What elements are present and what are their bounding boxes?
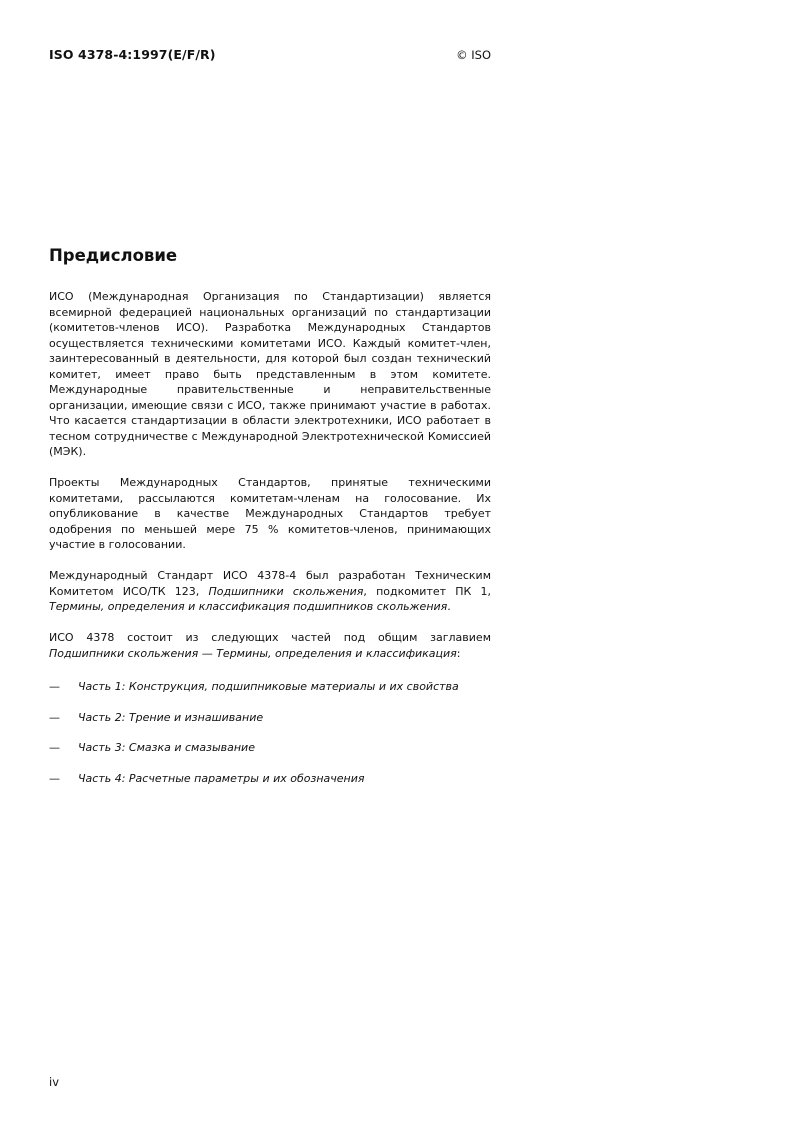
part-label: Часть 1: Конструкция, подшипниковые материалы и их свойства [78,680,459,693]
dash-bullet: — [49,771,60,785]
part-label: Часть 3: Смазка и смазывание [78,741,255,754]
list-item [49,679,491,695]
list-item [49,771,491,787]
parts-list [49,679,491,786]
developer-text-1: Международный Стандарт ИСО 4378-4 был разработан Техническим Комитетом ИСО/ТК 123, [49,569,491,598]
parts-intro-end: : [456,646,461,660]
part-label: Часть 4: Расчетные параметры и их обозначения [78,771,365,785]
general-title: Подшипники скольжения — Термины, определения и классификация [49,646,457,660]
paragraph-iso-overview: ИСО (Международная Организация по Стандартизации) является всемирной федерацией национальных организаций по стандартизации (комитетов-членов ИСО). Разработка Международных Стандартов осуществляется техническими комитетами ИСО. Каждый комитет-член, заинтересованный в деятельности, для которой был создан технический комитет, имеет право быть представленным в этом комитете. Международные правительственные и неправительственные организации, имеющие связи с ИСО, также принимают участие в работах. Что касается стандартизации в области электротехники, ИСО работает в тесном сотрудничестве с Международной Электротехнической Комиссией (МЭК). [49,290,491,458]
page-title: Предисловие [49,246,178,265]
page-number: iv [49,1075,60,1089]
dash-bullet: — [49,680,60,693]
copyright-notice: © ISO [456,48,491,62]
paragraph-voting: Проекты Международных Стандартов, принятые техническими комитетами, рассылаются комитетам-членам на голосование. Их опубликование в качестве Международных Стандартов требует одобрения по меньшей мере 75 % комитетов-членов, принимающих участие в голосовании. [49,476,491,551]
standard-id: ISO 4378-4:1997(E/F/R) [49,47,216,62]
developer-text-2: , подкомитет ПК 1, [363,584,491,598]
list-item [49,710,491,726]
part-label: Часть 2: Трение и изнашивание [78,710,264,724]
paragraph-developer [49,568,491,615]
committee-title: Подшипники скольжения [208,584,364,598]
parts-intro-text: ИСО 4378 состоит из следующих частей под общим заглавием [49,631,491,644]
subcommittee-title: Термины, определения и классификация подшипников скольжения [49,600,448,613]
developer-text-3: . [447,600,451,613]
dash-bullet: — [49,741,60,754]
list-item [49,740,491,756]
paragraph-parts-intro [49,630,491,661]
dash-bullet: — [49,710,60,724]
foreword-body [49,289,491,801]
